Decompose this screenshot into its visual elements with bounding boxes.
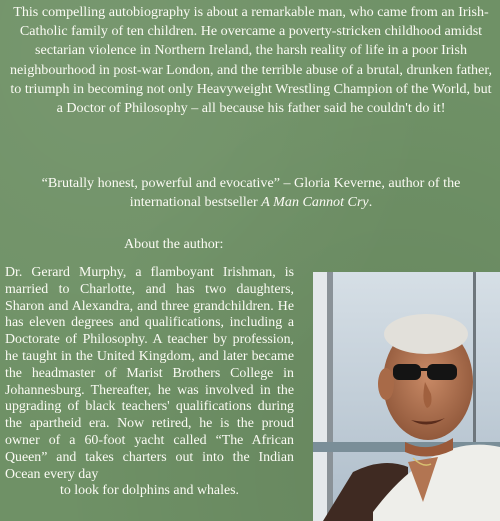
author-photo (313, 272, 500, 521)
about-author-heading: About the author: (124, 236, 224, 252)
review-quote (8, 174, 494, 212)
quoted-book-title: A Man Cannot Cry (261, 194, 369, 211)
author-bio (5, 265, 294, 500)
author-bio-main: Dr. Gerard Murphy, a flamboyant Irishman, is married to Charlotte, and has two daughters, Sharon and Alexandra, and three grandchildren. He has eleven degrees and qualifications, including a Doctorate of Philosophy. A teacher by profession, he taught in the United Kingdom, and later became the headmaster of Marist Brothers College in Johannesburg. Thereafter, he was involved in the upgrading of black teachers' qualifications during the apartheid era. Now retired, he is the proud owner of a 60-foot yacht called “The African Queen” and takes charters out into the Indian Ocean every day (5, 265, 294, 482)
quote-end: . (368, 194, 373, 211)
author-photo-illustration (313, 272, 500, 521)
quote-text: “Brutally honest, powerful and evocative” – Gloria Keverne, author of the international bestseller (41, 175, 461, 211)
author-bio-last-line: to look for dolphins and whales. (59, 483, 239, 499)
book-blurb: This compelling autobiography is about a remarkable man, who came from an Irish-Catholic family of ten children. He overcame a poverty-stricken childhood amidst sectarian violence in Northern Ireland, the harsh reality of life in a poor Irish neighbourhood in post-war London, and the terrible abuse of a brutal, drunken father, to triumph in becoming not only Heavyweight Wrestling Champion of the World, but a Doctor of Philosophy – all because his father said he couldn't do it! (9, 4, 492, 117)
